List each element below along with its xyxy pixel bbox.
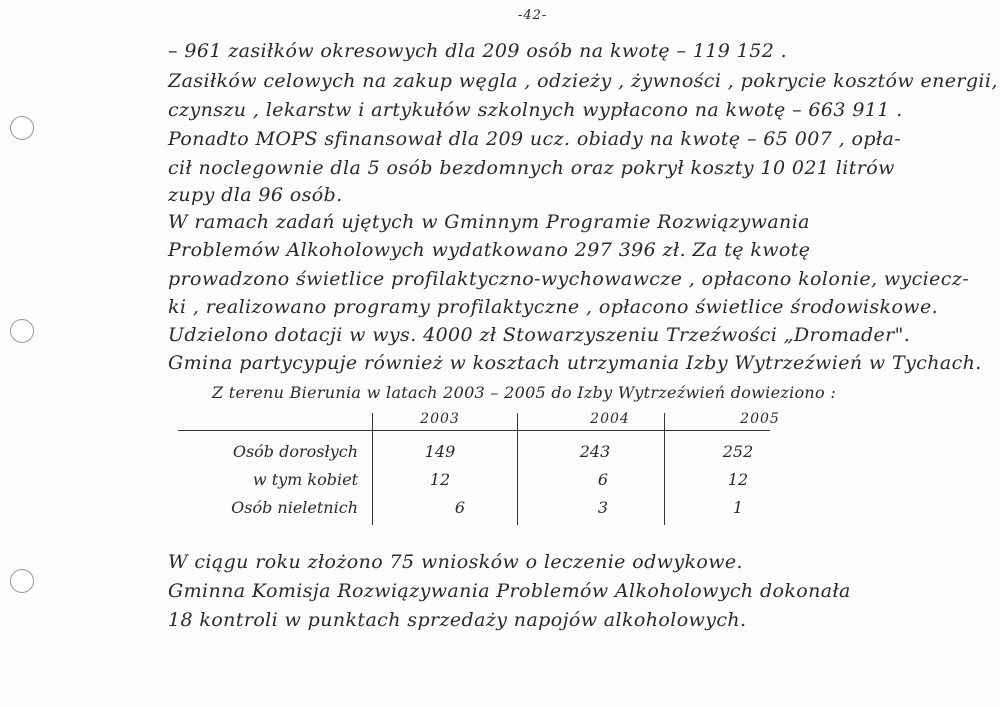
table-column-divider	[664, 413, 665, 525]
page-number: -42-	[518, 8, 548, 23]
text-line: cił noclegownie dla 5 osób bezdomnych oraz pokrył koszty 10 021 litrów	[168, 157, 895, 179]
column-header-2005: 2005	[740, 411, 780, 427]
text-line: Gminna Komisja Rozwiązywania Problemów Alkoholowych dokonała	[168, 580, 851, 602]
text-line: Ponadto MOPS sfinansował dla 209 ucz. obiady na kwotę – 65 007 , opła-	[168, 128, 902, 150]
column-header-2003: 2003	[420, 411, 460, 427]
table-heading: Z terenu Bierunia w latach 2003 – 2005 do Izby Wytrzeźwień dowieziono :	[212, 383, 837, 402]
table-row-label: Osób nieletnich	[231, 498, 358, 517]
table-cell: 149	[424, 442, 456, 461]
table-cell: 12	[727, 470, 749, 489]
text-line: Udzielono dotacji w wys. 4000 zł Stowarzyszeniu Trzeźwości „Dromader".	[168, 324, 911, 346]
table-cell: 6	[454, 498, 466, 517]
text-line: czynszu , lekarstw i artykułów szkolnych wypłacono na kwotę – 663 911 .	[168, 99, 903, 121]
text-line: zupy dla 96 osób.	[168, 184, 343, 206]
text-line: W ramach zadań ujętych w Gminnym Programie Rozwiązywania	[168, 211, 810, 233]
table-column-divider	[517, 413, 518, 525]
text-line: W ciągu roku złożono 75 wniosków o leczenie odwykowe.	[168, 551, 743, 573]
text-line: prowadzono świetlice profilaktyczno-wychowawcze , opłacono kolonie, wyciecz-	[168, 268, 970, 290]
table-cell: 252	[722, 442, 754, 461]
table-column-divider	[372, 413, 373, 525]
table-header-rule	[178, 430, 770, 431]
text-line: – 961 zasiłków okresowych dla 209 osób na kwotę – 119 152 .	[168, 40, 788, 62]
table-row-label: w tym kobiet	[252, 470, 358, 489]
text-line: Problemów Alkoholowych wydatkowano 297 396 zł. Za tę kwotę	[168, 239, 811, 261]
column-header-2004: 2004	[590, 411, 630, 427]
text-line: ki , realizowano programy profilaktyczne , opłacono świetlice środowiskowe.	[168, 296, 939, 318]
table-cell: 243	[579, 442, 611, 461]
table-cell: 6	[597, 470, 609, 489]
text-line: Gmina partycypuje również w kosztach utrzymania Izby Wytrzeźwień w Tychach.	[168, 352, 982, 374]
text-line: 18 kontroli w punktach sprzedaży napojów alkoholowych.	[168, 609, 747, 631]
text-line: Zasiłków celowych na zakup węgla , odzieży , żywności , pokrycie kosztów energii,	[168, 70, 998, 92]
binder-hole	[10, 116, 34, 140]
table-cell: 12	[429, 470, 451, 489]
table-cell: 3	[597, 498, 609, 517]
binder-hole	[10, 319, 34, 343]
table-cell: 1	[732, 498, 744, 517]
table-row-label: Osób dorosłych	[232, 442, 358, 461]
binder-hole	[10, 569, 34, 593]
